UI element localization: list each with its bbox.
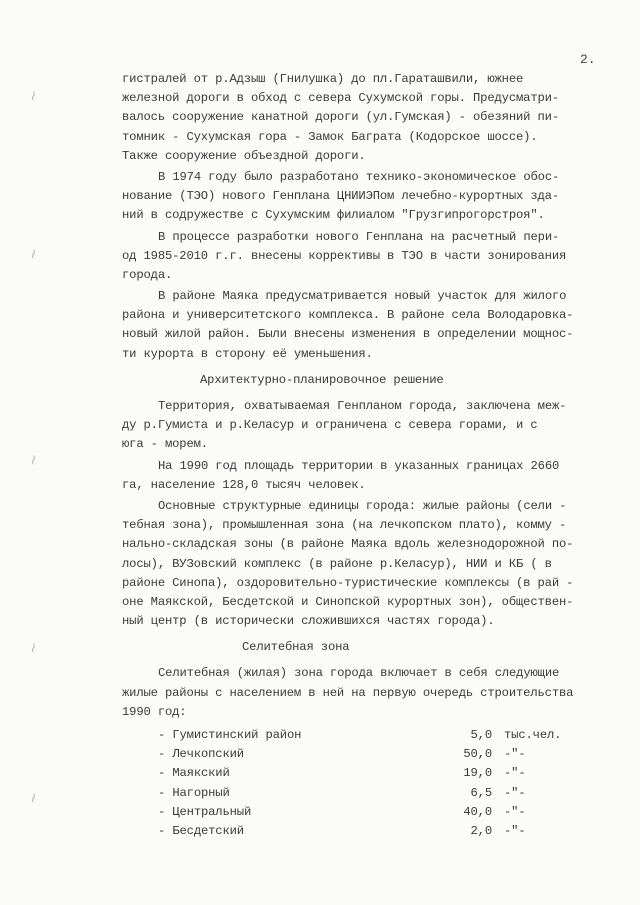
margin-handwriting-mark: ~ bbox=[24, 452, 43, 468]
district-unit: тыс.чел. bbox=[504, 728, 562, 742]
margin-handwriting-mark: ~ bbox=[24, 640, 43, 656]
text-line: новый жилой район. Были внесены изменения в определении мощнос- bbox=[122, 327, 574, 342]
text-line: тебная зона), промышленная зона (на лечкопском плато), комму - bbox=[122, 518, 567, 533]
text-line: Также сооружение объездной дороги. bbox=[122, 148, 366, 163]
text-line: 1990 год: bbox=[122, 704, 187, 719]
text-line: города. bbox=[122, 267, 173, 282]
text-line: гистралей от р.Адзыш (Гнилушка) до пл.Гараташвили, южнее bbox=[122, 72, 524, 86]
text-line: В процессе разработки нового Генплана на расчетный пери- bbox=[158, 229, 560, 244]
list-item bbox=[122, 726, 618, 745]
district-unit: -"- bbox=[504, 785, 526, 800]
district-population-list bbox=[122, 726, 618, 841]
text-line: Селитебная (жилая) зона города включает в себя следующие bbox=[158, 666, 560, 681]
margin-handwriting-mark: ~ bbox=[24, 246, 43, 262]
district-name: - Центральный bbox=[158, 804, 252, 819]
text-line: района и университетского комплекса. В районе села Володаровка- bbox=[122, 308, 574, 323]
text-line: В 1974 году было разработано технико-экономическое обос- bbox=[158, 169, 560, 184]
list-item bbox=[122, 764, 618, 783]
section-heading-architecture: Архитектурно-планировочное решение bbox=[200, 372, 444, 387]
district-unit: -"- bbox=[504, 766, 526, 781]
district-name: - Маякский bbox=[158, 766, 230, 781]
district-name: - Бесдетский bbox=[158, 823, 244, 838]
text-line: ду р.Гумиста и р.Келасур и ограничена с севера горами, и с bbox=[122, 418, 538, 433]
district-population: 2,0 bbox=[470, 823, 492, 838]
paragraph-4 bbox=[122, 287, 618, 364]
text-line: В районе Маяка предусматривается новый участок для жилого bbox=[158, 289, 567, 304]
district-population: 50,0 bbox=[463, 747, 492, 762]
document-body bbox=[122, 70, 618, 841]
text-line: На 1990 год площадь территории в указанных границах 2660 bbox=[158, 458, 560, 473]
text-line: лосы), ВУЗовский комплекс (в районе р.Келасур), НИИ и КБ ( в bbox=[122, 556, 552, 571]
paragraph-1 bbox=[122, 70, 618, 166]
text-line: ти курорта в сторону её уменьшения. bbox=[122, 346, 373, 361]
paragraph-8 bbox=[122, 664, 618, 722]
paragraph-7 bbox=[122, 497, 618, 631]
paragraph-3 bbox=[122, 228, 618, 286]
text-line: железной дороги в обход с севера Сухумской горы. Предусматри- bbox=[122, 91, 559, 106]
paragraph-2 bbox=[122, 168, 618, 226]
text-line: Основные структурные единицы города: жилые районы (сели - bbox=[158, 498, 567, 513]
list-item bbox=[122, 745, 618, 764]
text-line: томник - Сухумская гора - Замок Баграта (Кодорское шоссе). bbox=[122, 129, 538, 144]
district-name: - Лечкопский bbox=[158, 747, 244, 762]
district-unit: -"- bbox=[504, 747, 526, 762]
section-heading-residential: Селитебная зона bbox=[242, 640, 350, 655]
list-item bbox=[122, 784, 618, 803]
district-name: - Нагорный bbox=[158, 785, 230, 800]
text-line: Территория, охватываемая Генпланом города, заключена меж- bbox=[158, 399, 567, 413]
text-line: ний в содружестве с Сухумским филиалом "Грузгипрогорстроя". bbox=[122, 208, 545, 223]
text-line: оне Маякской, Бесдетской и Синопской курортных зон), обществен- bbox=[122, 594, 574, 609]
paragraph-6 bbox=[122, 457, 618, 495]
text-line: од 1985-2010 г.г. внесены коррективы в ТЭО в части зонирования bbox=[122, 248, 567, 263]
text-line: га, население 128,0 тысяч человек. bbox=[122, 477, 366, 492]
page-number: 2. bbox=[580, 52, 596, 67]
text-line: нование (ТЭО) нового Генплана ЦНИИЭПом лечебно-курортных зда- bbox=[122, 189, 559, 204]
text-line: ный центр (в исторически сложившихся частях города). bbox=[122, 614, 495, 629]
text-line: районе Синопа), оздоровительно-туристические комплексы (в рай - bbox=[122, 575, 574, 590]
district-population: 19,0 bbox=[463, 766, 492, 781]
list-item bbox=[122, 822, 618, 841]
list-item bbox=[122, 803, 618, 822]
margin-handwriting-mark: ~ bbox=[24, 790, 43, 806]
district-population: 5,0 bbox=[470, 728, 492, 742]
margin-handwriting-mark: ~ bbox=[24, 88, 43, 104]
district-population: 40,0 bbox=[463, 804, 492, 819]
district-unit: -"- bbox=[504, 804, 526, 819]
text-line: валось сооружение канатной дороги (ул.Гумская) - обезяний пи- bbox=[122, 110, 559, 125]
text-line: нально-складская зоны (в районе Маяка вдоль железнодорожной по- bbox=[122, 537, 574, 552]
text-line: жилые районы с населением в ней на первую очередь строительства bbox=[122, 685, 574, 700]
district-unit: -"- bbox=[504, 823, 526, 838]
district-population: 6,5 bbox=[470, 785, 492, 800]
district-name: - Гумистинский район bbox=[158, 728, 302, 742]
paragraph-5 bbox=[122, 397, 618, 455]
text-line: юга - морем. bbox=[122, 437, 208, 452]
